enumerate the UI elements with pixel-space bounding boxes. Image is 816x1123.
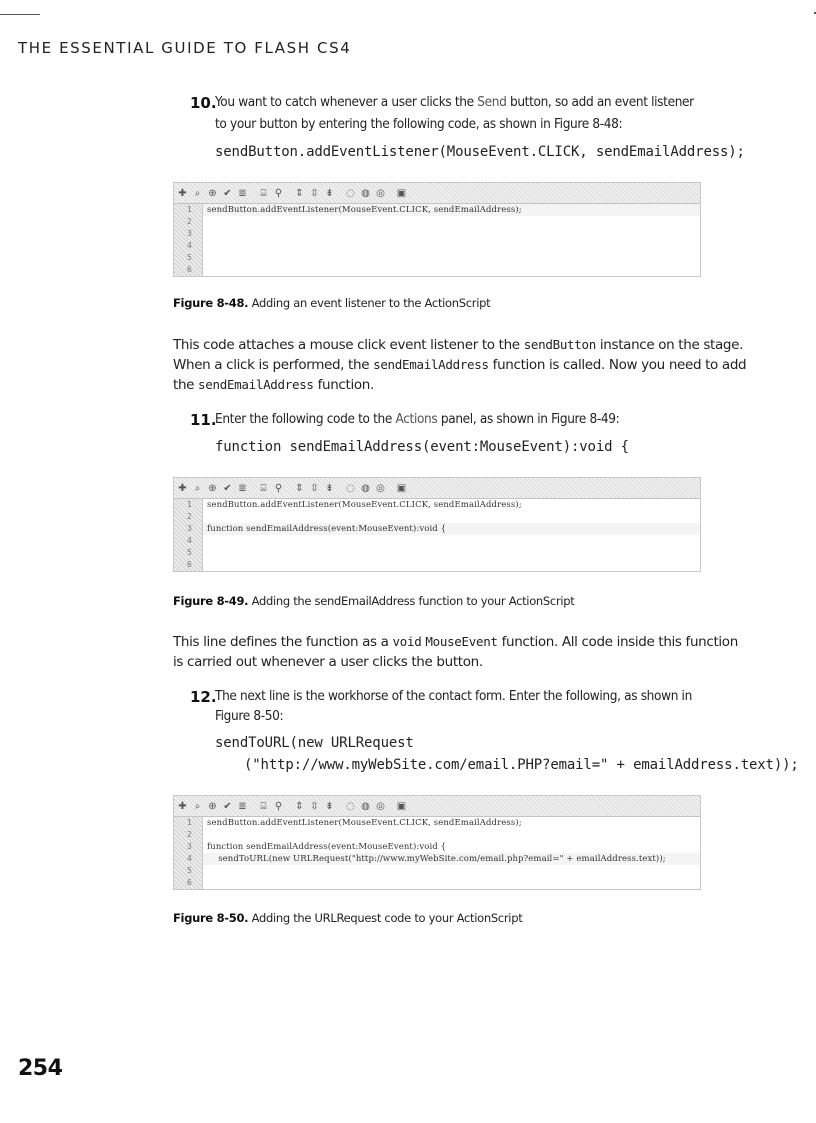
running-head: THE ESSENTIAL GUIDE TO FLASH CS4 [18, 39, 352, 57]
debug-options-icon: ⚲ [274, 187, 283, 199]
auto-format-icon: ≣ [238, 800, 247, 812]
step-number: 10. [190, 94, 217, 112]
step-number: 12. [190, 688, 217, 706]
code-snippet: function sendEmailAddress(event:MouseEvent):void { [215, 439, 629, 455]
actions-panel-screenshot [173, 795, 701, 890]
code-line [203, 216, 700, 228]
check-syntax-icon: ✔ [223, 187, 232, 199]
line-number: 1 [187, 818, 192, 827]
line-number: 2 [187, 830, 192, 839]
add-statement-icon: ✚ [178, 482, 187, 494]
show-hide-toolbox-icon: ▣ [396, 800, 407, 812]
page-number: 254 [18, 1056, 63, 1081]
line-number: 5 [187, 548, 192, 557]
line-number-gutter [174, 204, 203, 276]
expand-all-icon: ⇟ [325, 800, 334, 812]
add-statement-icon: ✚ [178, 187, 187, 199]
code-line [203, 877, 700, 889]
body-paragraph-line: This code attaches a mouse click event listener to the sendButton instance on the stage. [173, 337, 744, 353]
line-number: 6 [187, 560, 192, 569]
actions-panel-screenshot [173, 182, 701, 277]
find-icon: ⌕ [194, 187, 201, 199]
ui-term: Send [477, 94, 507, 110]
show-hide-toolbox-icon: ▣ [396, 187, 407, 199]
add-statement-icon: ✚ [178, 800, 187, 812]
script-editor[interactable] [203, 499, 700, 571]
line-number: 3 [187, 842, 192, 851]
body-paragraph-line: This line defines the function as a void MouseEvent function. All code inside this function [173, 634, 738, 650]
crop-mark [0, 14, 40, 15]
debug-options-icon: ⚲ [274, 800, 283, 812]
code-hint-icon: ⌸ [260, 800, 267, 812]
line-number: 6 [187, 878, 192, 887]
code-line [203, 559, 700, 571]
ui-term: Actions [395, 411, 438, 427]
actions-toolbar [174, 796, 700, 817]
apply-block-comment-icon: ◌ [346, 482, 355, 494]
collapse-icon: ⇕ [295, 482, 304, 494]
target-path-icon: ⊕ [208, 800, 217, 812]
remove-comment-icon: ◎ [376, 187, 385, 199]
actions-panel-screenshot [173, 477, 701, 572]
collapse-selection-icon: ⇳ [310, 187, 319, 199]
line-number: 6 [187, 265, 192, 274]
line-number: 4 [187, 854, 192, 863]
code-line [203, 228, 700, 240]
code-line: sendButton.addEventListener(MouseEvent.CLICK, sendEmailAddress); [207, 818, 522, 828]
step-text: The next line is the workhorse of the contact form. Enter the following, as shown in [215, 688, 692, 704]
collapse-icon: ⇕ [295, 187, 304, 199]
auto-format-icon: ≣ [238, 482, 247, 494]
body-paragraph-line: When a click is performed, the sendEmailAddress function is called. Now you need to add [173, 357, 747, 373]
remove-comment-icon: ◎ [376, 482, 385, 494]
code-line [203, 240, 700, 252]
line-number: 5 [187, 866, 192, 875]
code-line [203, 511, 700, 523]
body-paragraph-line: is carried out whenever a user clicks the button. [173, 654, 483, 670]
code-hint-icon: ⌸ [260, 187, 267, 199]
collapse-selection-icon: ⇳ [310, 800, 319, 812]
code-line [203, 547, 700, 559]
code-snippet: sendToURL(new URLRequest [215, 735, 414, 751]
debug-options-icon: ⚲ [274, 482, 283, 494]
apply-block-comment-icon: ◌ [346, 800, 355, 812]
apply-line-comment-icon: ◍ [361, 482, 370, 494]
code-snippet: sendButton.addEventListener(MouseEvent.CLICK, sendEmailAddress); [215, 144, 745, 160]
step-text: You want to catch whenever a user clicks the Send button, so add an event listener [215, 94, 694, 110]
expand-all-icon: ⇟ [325, 482, 334, 494]
apply-line-comment-icon: ◍ [361, 800, 370, 812]
figure-caption: Figure 8-49. Adding the sendEmailAddress function to your ActionScript [173, 594, 575, 608]
figure-caption: Figure 8-48. Adding an event listener to the ActionScript [173, 296, 491, 310]
collapse-selection-icon: ⇳ [310, 482, 319, 494]
show-hide-toolbox-icon: ▣ [396, 482, 407, 494]
code-line [203, 264, 700, 276]
remove-comment-icon: ◎ [376, 800, 385, 812]
line-number: 1 [187, 205, 192, 214]
target-path-icon: ⊕ [208, 482, 217, 494]
expand-all-icon: ⇟ [325, 187, 334, 199]
collapse-icon: ⇕ [295, 800, 304, 812]
apply-line-comment-icon: ◍ [361, 187, 370, 199]
line-number: 4 [187, 536, 192, 545]
step-number: 11. [190, 411, 217, 429]
find-icon: ⌕ [194, 800, 201, 812]
line-number: 1 [187, 500, 192, 509]
code-snippet: ("http://www.myWebSite.com/email.PHP?email=" + emailAddress.text)); [244, 757, 799, 773]
actions-toolbar [174, 478, 700, 499]
code-line: function sendEmailAddress(event:MouseEvent):void { [207, 842, 447, 852]
line-number: 2 [187, 217, 192, 226]
code-line: sendToURL(new URLRequest("http://www.myWebSite.com/email.php?email=" + emailAddress.text)); [203, 853, 700, 865]
apply-block-comment-icon: ◌ [346, 187, 355, 199]
script-editor[interactable] [203, 204, 700, 276]
line-number: 2 [187, 512, 192, 521]
check-syntax-icon: ✔ [223, 482, 232, 494]
find-icon: ⌕ [194, 482, 201, 494]
line-number: 5 [187, 253, 192, 262]
line-number: 3 [187, 229, 192, 238]
actions-toolbar [174, 183, 700, 204]
line-number: 3 [187, 524, 192, 533]
line-number: 4 [187, 241, 192, 250]
target-path-icon: ⊕ [208, 187, 217, 199]
body-paragraph-line: the sendEmailAddress function. [173, 377, 374, 393]
code-hint-icon: ⌸ [260, 482, 267, 494]
code-line: sendButton.addEventListener(MouseEvent.CLICK, sendEmailAddress); [207, 500, 522, 510]
check-syntax-icon: ✔ [223, 800, 232, 812]
step-text: Figure 8-50: [215, 708, 284, 724]
code-line: sendButton.addEventListener(MouseEvent.CLICK, sendEmailAddress); [203, 204, 700, 216]
code-line [203, 829, 700, 841]
code-line: function sendEmailAddress(event:MouseEvent):void { [203, 523, 700, 535]
figure-caption: Figure 8-50. Adding the URLRequest code to your ActionScript [173, 911, 523, 925]
step-text: Enter the following code to the Actions panel, as shown in Figure 8-49: [215, 411, 620, 427]
script-editor[interactable] [203, 817, 700, 889]
code-line [203, 252, 700, 264]
auto-format-icon: ≣ [238, 187, 247, 199]
line-number-gutter [174, 499, 203, 571]
code-line [203, 865, 700, 877]
line-number-gutter [174, 817, 203, 889]
code-line [203, 535, 700, 547]
step-text: to your button by entering the following code, as shown in Figure 8-48: [215, 116, 623, 132]
